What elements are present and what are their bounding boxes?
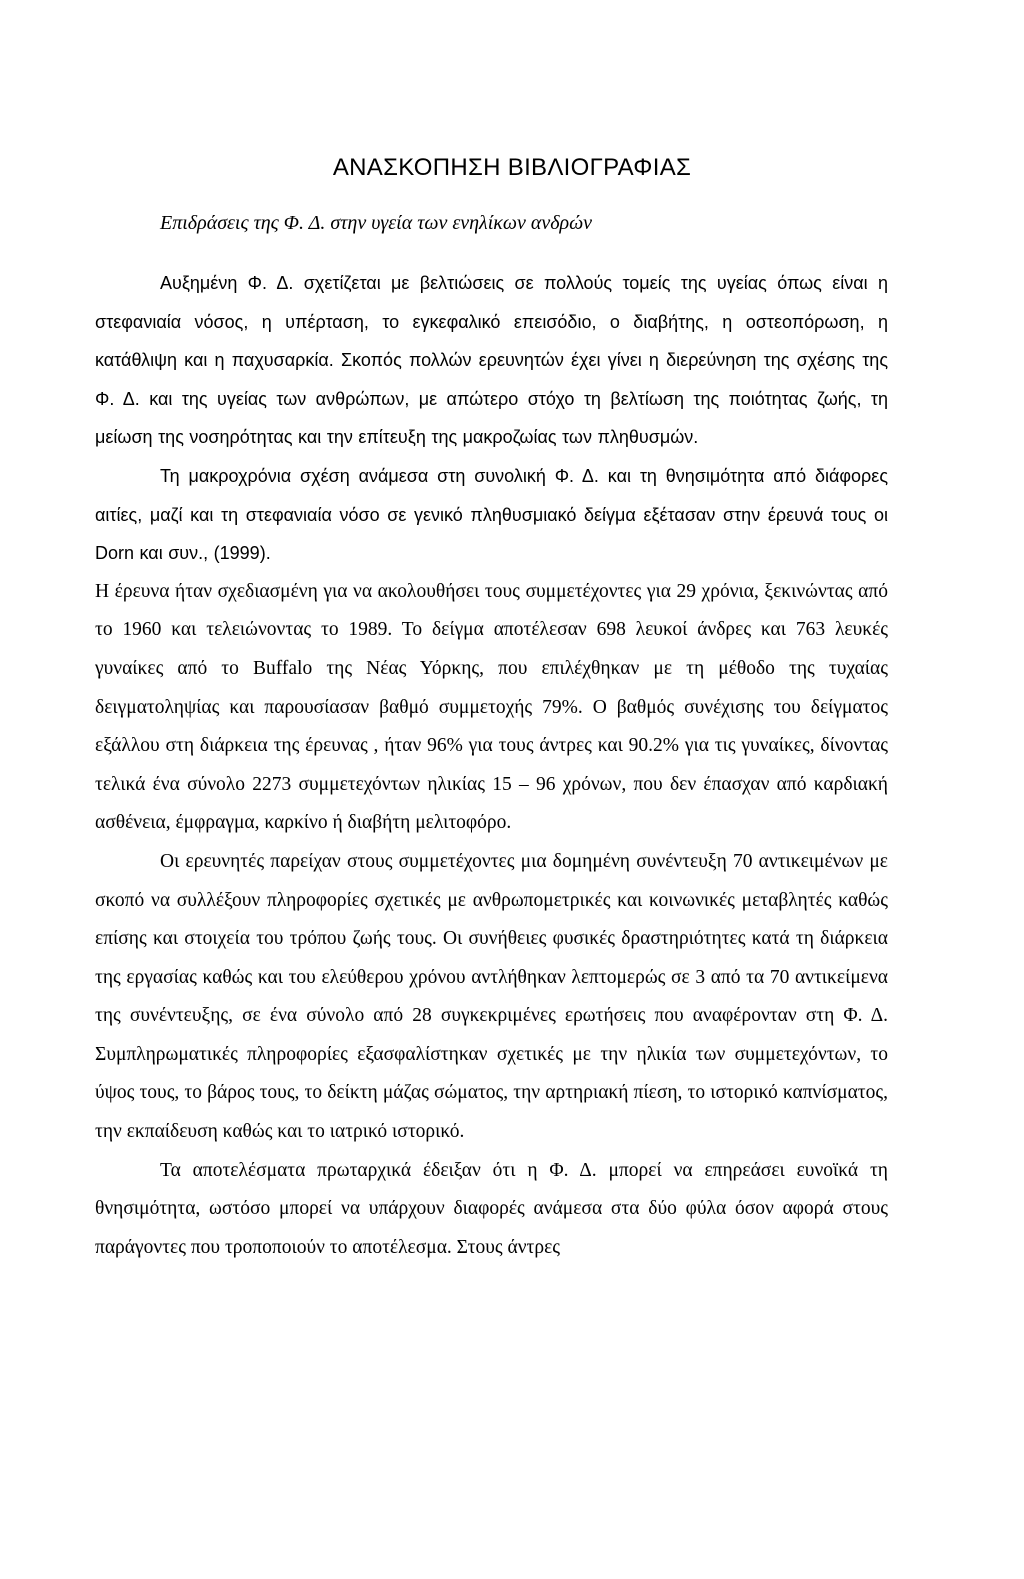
- body-text: [95, 264, 888, 1267]
- paragraph-4: Οι ερευνητές παρείχαν στους συμμετέχοντες μια δομημένη συνέντευξη 70 αντικειμένων με σκοπό να συλλέξουν πληροφορίες σχετικές με ανθρωπομετρικές και κοινωνικές μεταβλητές καθώς επίσης και στοιχεία του τρόπου ζωής τους. Οι συνήθειες φυσικές δραστηριότητες κατά τη διάρκεια της εργασίας καθώς και του ελεύθερου χρόνου αντλήθηκαν λεπτομερώς σε 3 από τα 70 αντικείμενα της συνέντευξης, σε ένα σύνολο από 28 συγκεκριμένες ερωτήσεις που αναφέρονταν στη Φ. Δ. Συμπληρωματικές πληροφορίες εξασφαλίστηκαν σχετικές με την ηλικία των συμμετεχόντων, το ύψος τους, το βάρος τους, το δείκτη μάζας σώματος, την αρτηριακή πίεση, το ιστορικό καπνίσματος, την εκπαίδευση καθώς και το ιατρικό ιστορικό.: [95, 850, 888, 1143]
- paragraph-5: Τα αποτελέσματα πρωταρχικά έδειξαν ότι η Φ. Δ. μπορεί να επηρεάσει ευνοϊκά τη θνησιμότητα, ωστόσο μπορεί να υπάρχουν διαφορές ανάμεσα στα δύο φύλα όσον αφορά στους παράγοντες που τροποποιούν το αποτέλεσμα. Στους άντρες: [95, 1159, 888, 1258]
- paragraph-1: Αυξημένη Φ. Δ. σχετίζεται με βελτιώσεις σε πολλούς τομείς της υγείας όπως είναι η στεφανιαία νόσος, η υπέρταση, το εγκεφαλικό επεισόδιο, ο διαβήτης, η οστεοπόρωση, η κατάθλιψη και η παχυσαρκία. Σκοπός πολλών ερευνητών έχει γίνει η διερεύνηση της σχέσης της Φ. Δ. και της υγείας των ανθρώπων, με απώτερο στόχο τη βελτίωση της ποιότητας ζωής, τη μείωση της νοσηρότητας και την επίτευξη της μακροζωίας των πληθυσμών.: [95, 273, 888, 448]
- section-heading: ΑΝΑΣΚΟΠΗΣΗ ΒΙΒΛΙΟΓΡΑΦΙΑΣ: [332, 154, 692, 181]
- subsection-heading: Επιδράσεις της Φ. Δ. στην υγεία των ενηλίκων ανδρών: [160, 212, 592, 234]
- paragraph-3: Η έρευνα ήταν σχεδιασμένη για να ακολουθήσει τους συμμετέχοντες για 29 χρόνια, ξεκινώντας από το 1960 και τελειώνοντας το 1989. Το δείγμα αποτέλεσαν 698 λευκοί άνδρες και 763 λευκές γυναίκες από το Buffalo της Νέας Υόρκης, που επιλέχθηκαν με τη μέθοδο της τυχαίας δειγματοληψίας και παρουσίασαν βαθμό συμμετοχής 79%. Ο βαθμός συνέχισης του δείγματος εξάλλου στη διάρκεια της έρευνας , ήταν 96% για τους άντρες και 90.2% για τις γυναίκες, δίνοντας τελικά ένα σύνολο 2273 συμμετεχόντων ηλικίας 15 – 96 χρόνων, που δεν έπασχαν από καρδιακή ασθένεια, έμφραγμα, καρκίνο ή διαβήτη μελιτοφόρο.: [95, 580, 888, 834]
- paragraph-2: Τη μακροχρόνια σχέση ανάμεσα στη συνολική Φ. Δ. και τη θνησιμότητα από διάφορες αιτίες, μαζί και τη στεφανιαία νόσο σε γενικό πληθυσμιακό δείγμα εξέτασαν στην έρευνά τους οι Dorn και συν., (1999).: [95, 465, 888, 564]
